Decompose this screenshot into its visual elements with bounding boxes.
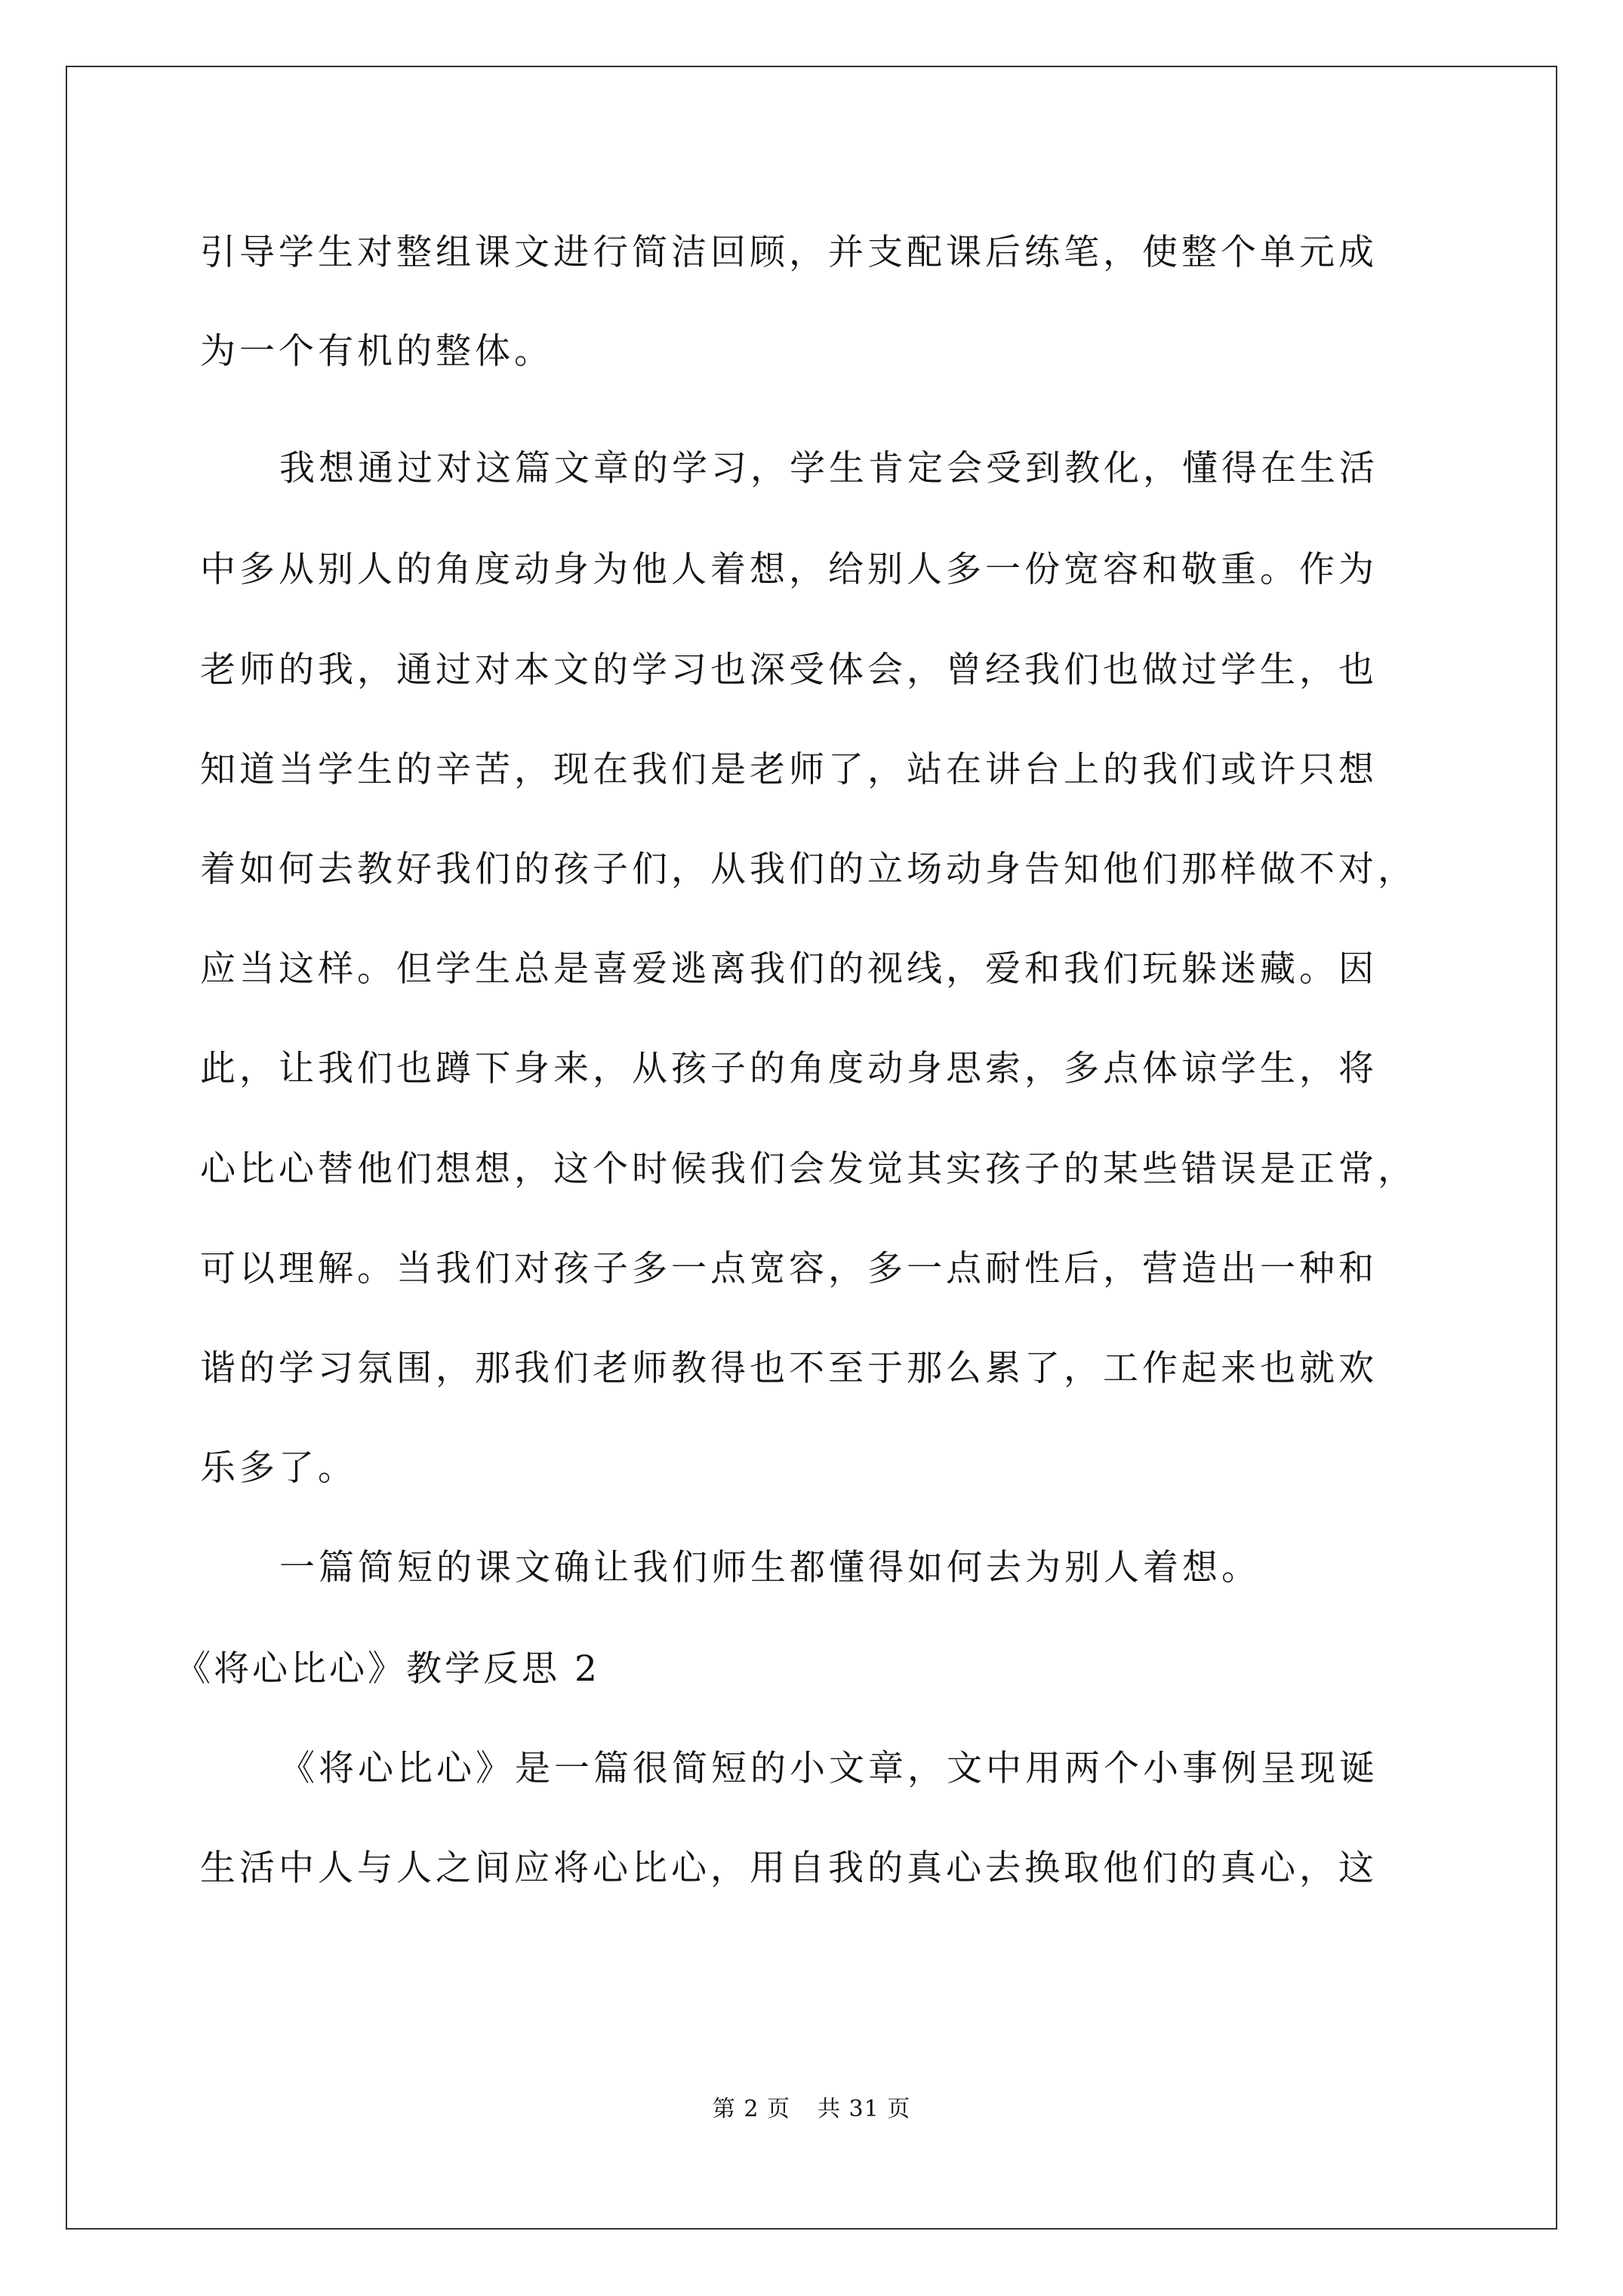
- section-title: 《将心比心》教学反思 2: [175, 1648, 600, 1690]
- body-line-11: 可以理解。当我们对孩子多一点宽容，多一点耐性后，营造出一种和: [200, 1248, 1378, 1290]
- body-line-16: 生活中人与人之间应将心比心，用自我的真心去换取他们的真心，这: [200, 1848, 1378, 1889]
- body-line-2: 为一个有机的整体。: [200, 331, 553, 372]
- body-line-8: 应当这样。但学生总是喜爱逃离我们的视线，爱和我们玩躲迷藏。因: [200, 948, 1378, 990]
- body-line-13: 乐多了。: [200, 1447, 357, 1489]
- body-line-1: 引导学生对整组课文进行简洁回顾，并支配课后练笔，使整个单元成: [200, 232, 1378, 273]
- body-line-14: 一篇简短的课文确让我们师生都懂得如何去为别人着想。: [279, 1547, 1261, 1589]
- body-line-7: 着如何去教好我们的孩子们，从我们的立场动身告知他们那样做不对，: [200, 849, 1417, 890]
- body-line-15: 《将心比心》是一篇很简短的小文章，文中用两个小事例呈现诞: [279, 1748, 1378, 1789]
- body-line-3: 我想通过对这篇文章的学习，学生肯定会受到教化，懂得在生活: [279, 448, 1378, 489]
- page-number: 第 2 页: [712, 2096, 790, 2122]
- body-line-6: 知道当学生的辛苦，现在我们是老师了，站在讲台上的我们或许只想: [200, 749, 1378, 791]
- body-line-10: 心比心替他们想想，这个时候我们会发觉其实孩子的某些错误是正常，: [200, 1148, 1417, 1190]
- body-line-4: 中多从别人的角度动身为他人着想，给别人多一份宽容和敬重。作为: [200, 549, 1378, 590]
- body-line-12: 谐的学习氛围，那我们老师教得也不至于那么累了，工作起来也就欢: [200, 1348, 1378, 1389]
- body-line-5: 老师的我，通过对本文的学习也深受体会，曾经我们也做过学生，也: [200, 649, 1378, 691]
- page-footer: [0, 2094, 1623, 2125]
- page-total: 共 31 页: [817, 2096, 911, 2122]
- body-line-9: 此，让我们也蹲下身来，从孩子的角度动身思索，多点体谅学生，将: [200, 1048, 1378, 1089]
